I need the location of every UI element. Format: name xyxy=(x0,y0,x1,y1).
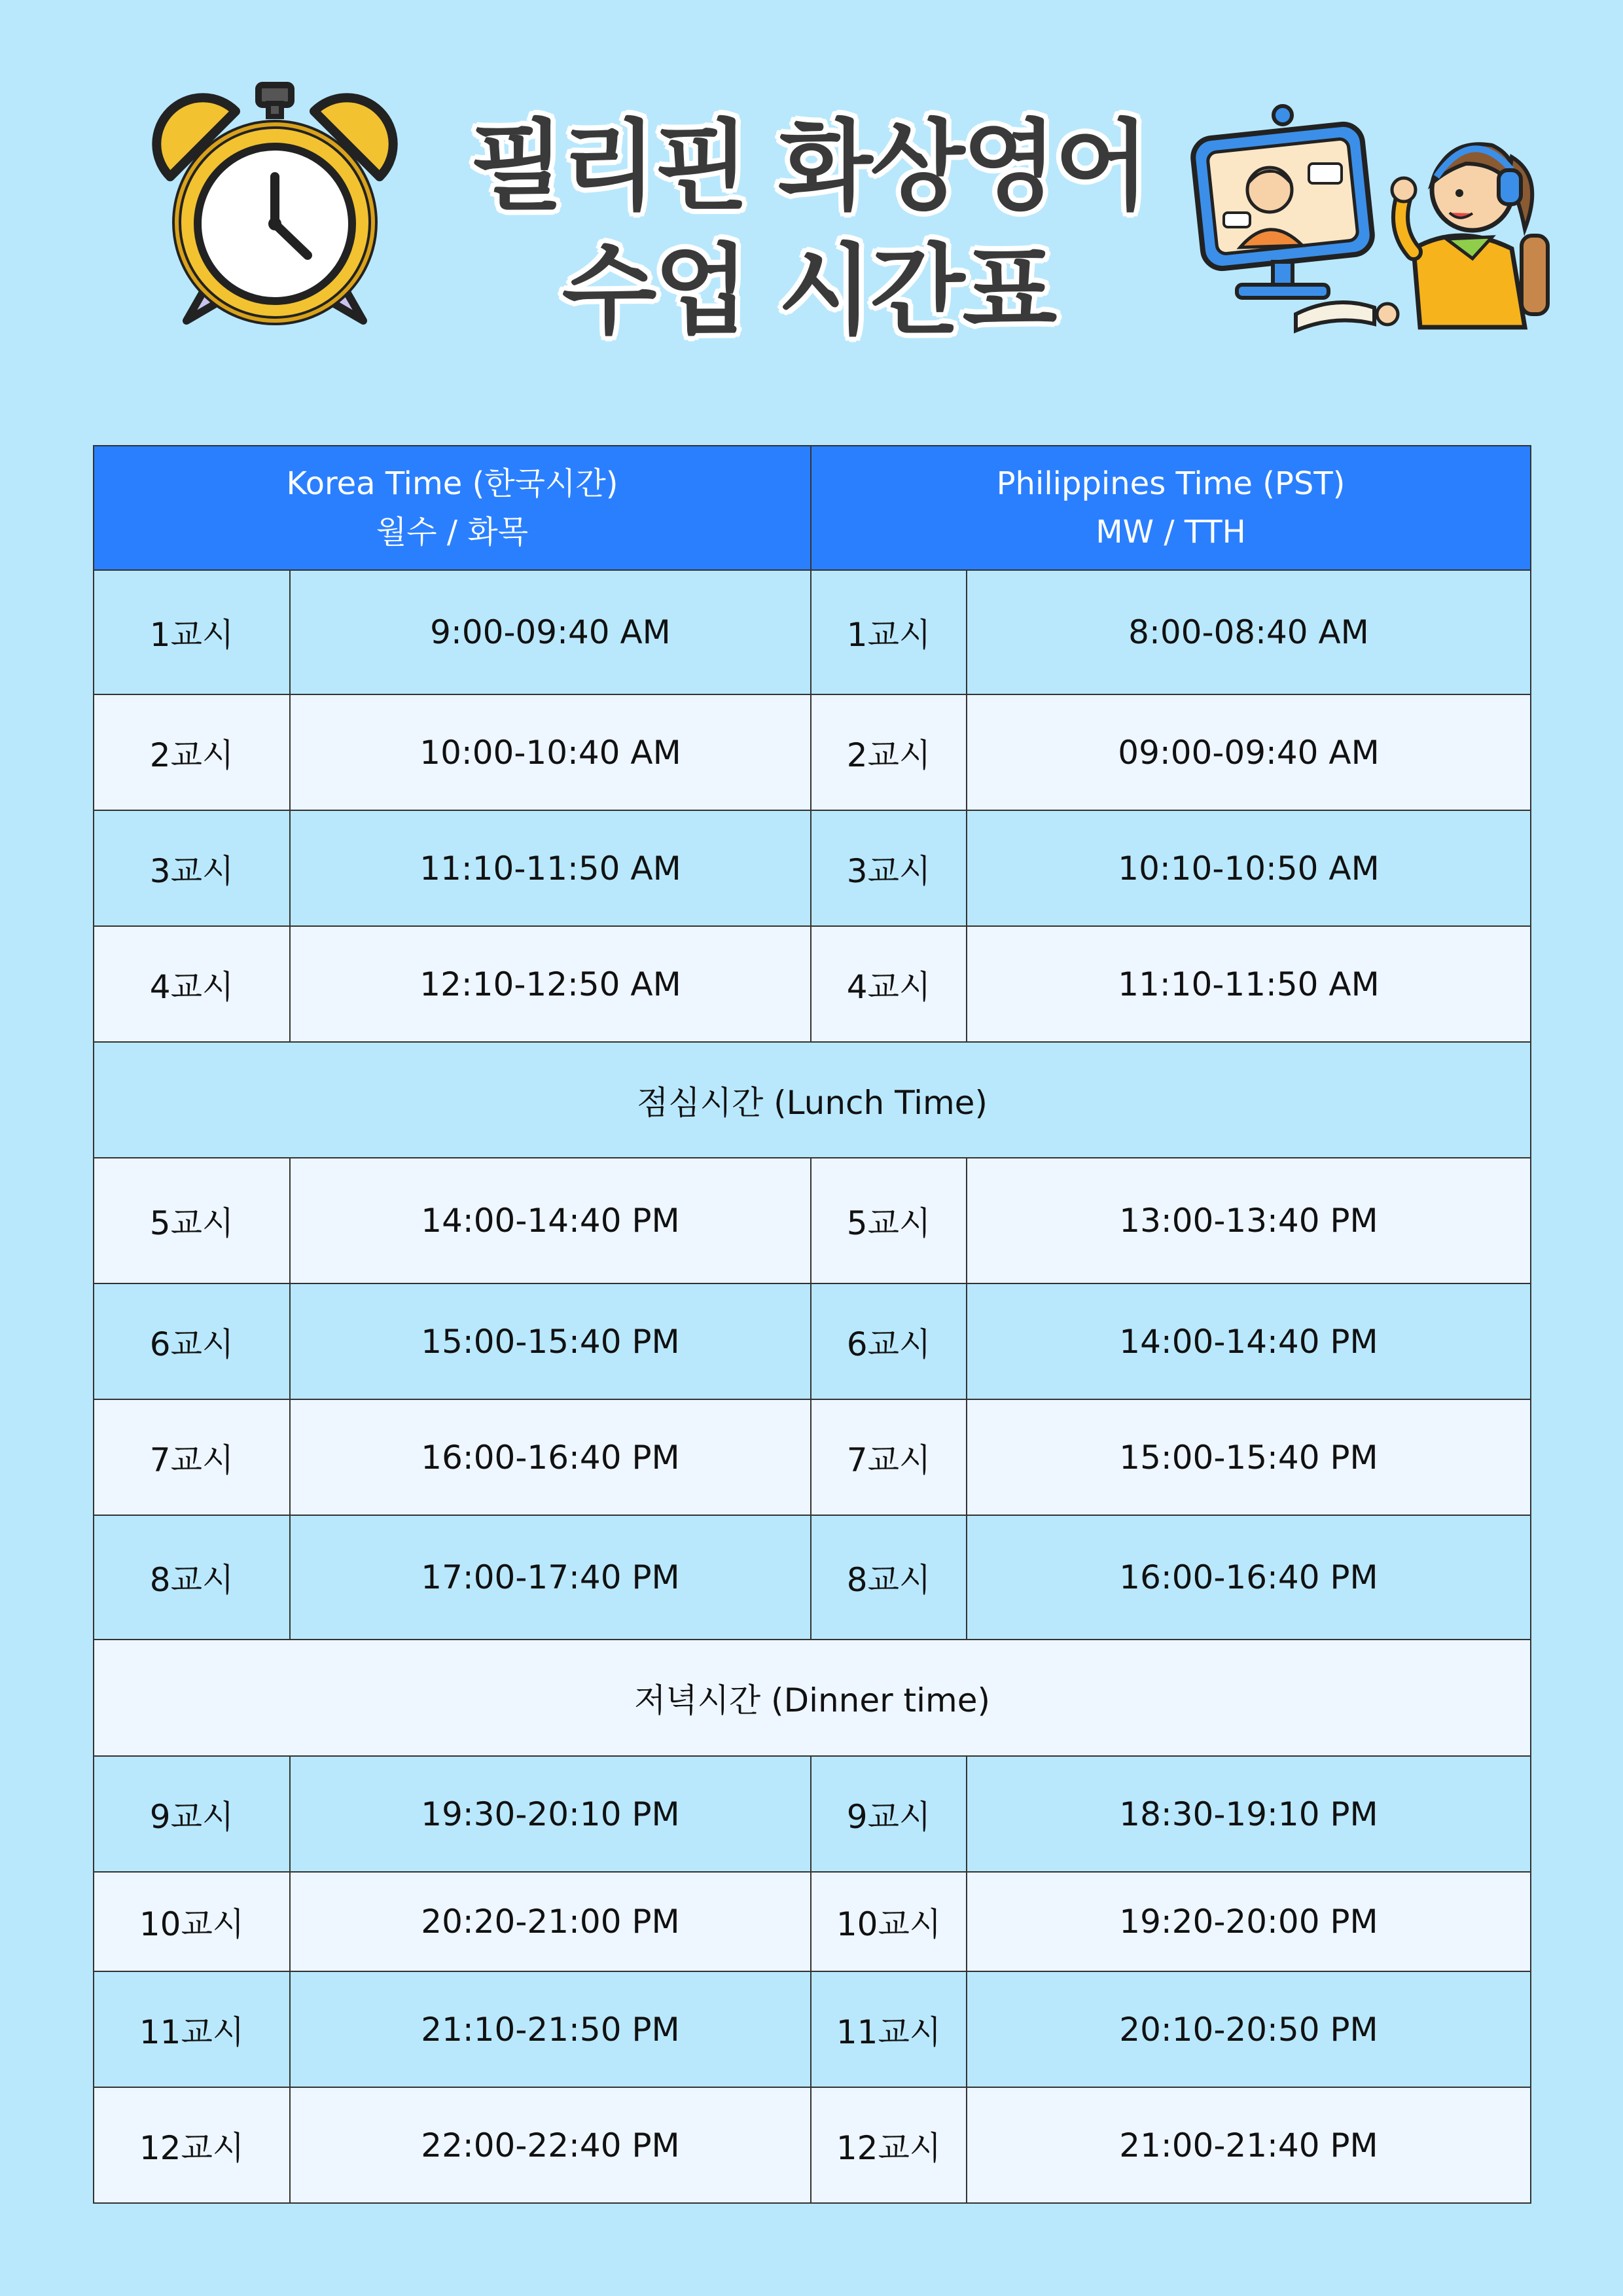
kr-period: 1교시 xyxy=(94,570,290,694)
kr-time: 14:00-14:40 PM xyxy=(290,1158,811,1283)
table-row xyxy=(94,1158,1531,1283)
dinner-break-label: 저녁시간 (Dinner time) xyxy=(94,1640,1531,1756)
table-row xyxy=(94,570,1531,694)
korea-time-header xyxy=(94,446,811,570)
kr-time: 9:00-09:40 AM xyxy=(290,570,811,694)
ph-time: 16:00-16:40 PM xyxy=(967,1515,1531,1640)
alarm-clock-icon xyxy=(151,79,399,334)
page-title xyxy=(406,105,1211,353)
korea-time-title: Korea Time (한국시간) xyxy=(286,465,618,502)
table-row xyxy=(94,1399,1531,1515)
title-line-1: 필리핀 화상영어 xyxy=(469,110,1147,224)
ph-time: 15:00-15:40 PM xyxy=(967,1399,1531,1515)
ph-period: 6교시 xyxy=(811,1283,967,1399)
ph-period: 10교시 xyxy=(811,1872,967,1971)
ph-time: 10:10-10:50 AM xyxy=(967,810,1531,926)
kr-time: 21:10-21:50 PM xyxy=(290,1971,811,2087)
kr-period: 4교시 xyxy=(94,926,290,1042)
kr-period: 10교시 xyxy=(94,1872,290,1971)
kr-period: 9교시 xyxy=(94,1756,290,1872)
philippines-time-title: Philippines Time (PST) xyxy=(996,465,1346,502)
ph-period: 8교시 xyxy=(811,1515,967,1640)
table-row xyxy=(94,1515,1531,1640)
kr-period: 2교시 xyxy=(94,694,290,810)
schedule-table xyxy=(93,445,1531,2204)
dinner-break-row xyxy=(94,1640,1531,1756)
ph-time: 14:00-14:40 PM xyxy=(967,1283,1531,1399)
table-row xyxy=(94,1971,1531,2087)
ph-time: 11:10-11:50 AM xyxy=(967,926,1531,1042)
philippines-time-header xyxy=(811,446,1531,570)
table-row xyxy=(94,926,1531,1042)
lunch-break-row xyxy=(94,1042,1531,1158)
title-line-2: 수업 시간표 xyxy=(562,234,1055,348)
kr-time: 19:30-20:10 PM xyxy=(290,1756,811,1872)
ph-period: 7교시 xyxy=(811,1399,967,1515)
ph-period: 3교시 xyxy=(811,810,967,926)
kr-time: 15:00-15:40 PM xyxy=(290,1283,811,1399)
table-row xyxy=(94,810,1531,926)
kr-time: 20:20-21:00 PM xyxy=(290,1872,811,1971)
ph-period: 11교시 xyxy=(811,1971,967,2087)
kr-time: 12:10-12:50 AM xyxy=(290,926,811,1042)
student-video-call-illustration xyxy=(1185,98,1564,340)
kr-time: 10:00-10:40 AM xyxy=(290,694,811,810)
kr-period: 7교시 xyxy=(94,1399,290,1515)
ph-time: 20:10-20:50 PM xyxy=(967,1971,1531,2087)
ph-period: 2교시 xyxy=(811,694,967,810)
ph-period: 4교시 xyxy=(811,926,967,1042)
kr-period: 5교시 xyxy=(94,1158,290,1283)
kr-period: 6교시 xyxy=(94,1283,290,1399)
table-row xyxy=(94,1283,1531,1399)
kr-time: 17:00-17:40 PM xyxy=(290,1515,811,1640)
table-row xyxy=(94,1756,1531,1872)
table-row xyxy=(94,694,1531,810)
korea-time-days: 월수 / 화목 xyxy=(376,514,529,550)
kr-period: 8교시 xyxy=(94,1515,290,1640)
ph-time: 13:00-13:40 PM xyxy=(967,1158,1531,1283)
kr-time: 11:10-11:50 AM xyxy=(290,810,811,926)
kr-period: 11교시 xyxy=(94,1971,290,2087)
ph-time: 21:00-21:40 PM xyxy=(967,2087,1531,2203)
table-header-row xyxy=(94,446,1531,570)
philippines-time-days: MW / TTH xyxy=(1096,514,1246,550)
kr-time: 22:00-22:40 PM xyxy=(290,2087,811,2203)
ph-period: 12교시 xyxy=(811,2087,967,2203)
kr-period: 3교시 xyxy=(94,810,290,926)
table-row xyxy=(94,2087,1531,2203)
ph-time: 8:00-08:40 AM xyxy=(967,570,1531,694)
ph-period: 5교시 xyxy=(811,1158,967,1283)
ph-period: 1교시 xyxy=(811,570,967,694)
table-row xyxy=(94,1872,1531,1971)
ph-time: 18:30-19:10 PM xyxy=(967,1756,1531,1872)
lunch-break-label: 점심시간 (Lunch Time) xyxy=(94,1042,1531,1158)
ph-time: 19:20-20:00 PM xyxy=(967,1872,1531,1971)
ph-time: 09:00-09:40 AM xyxy=(967,694,1531,810)
ph-period: 9교시 xyxy=(811,1756,967,1872)
kr-period: 12교시 xyxy=(94,2087,290,2203)
kr-time: 16:00-16:40 PM xyxy=(290,1399,811,1515)
